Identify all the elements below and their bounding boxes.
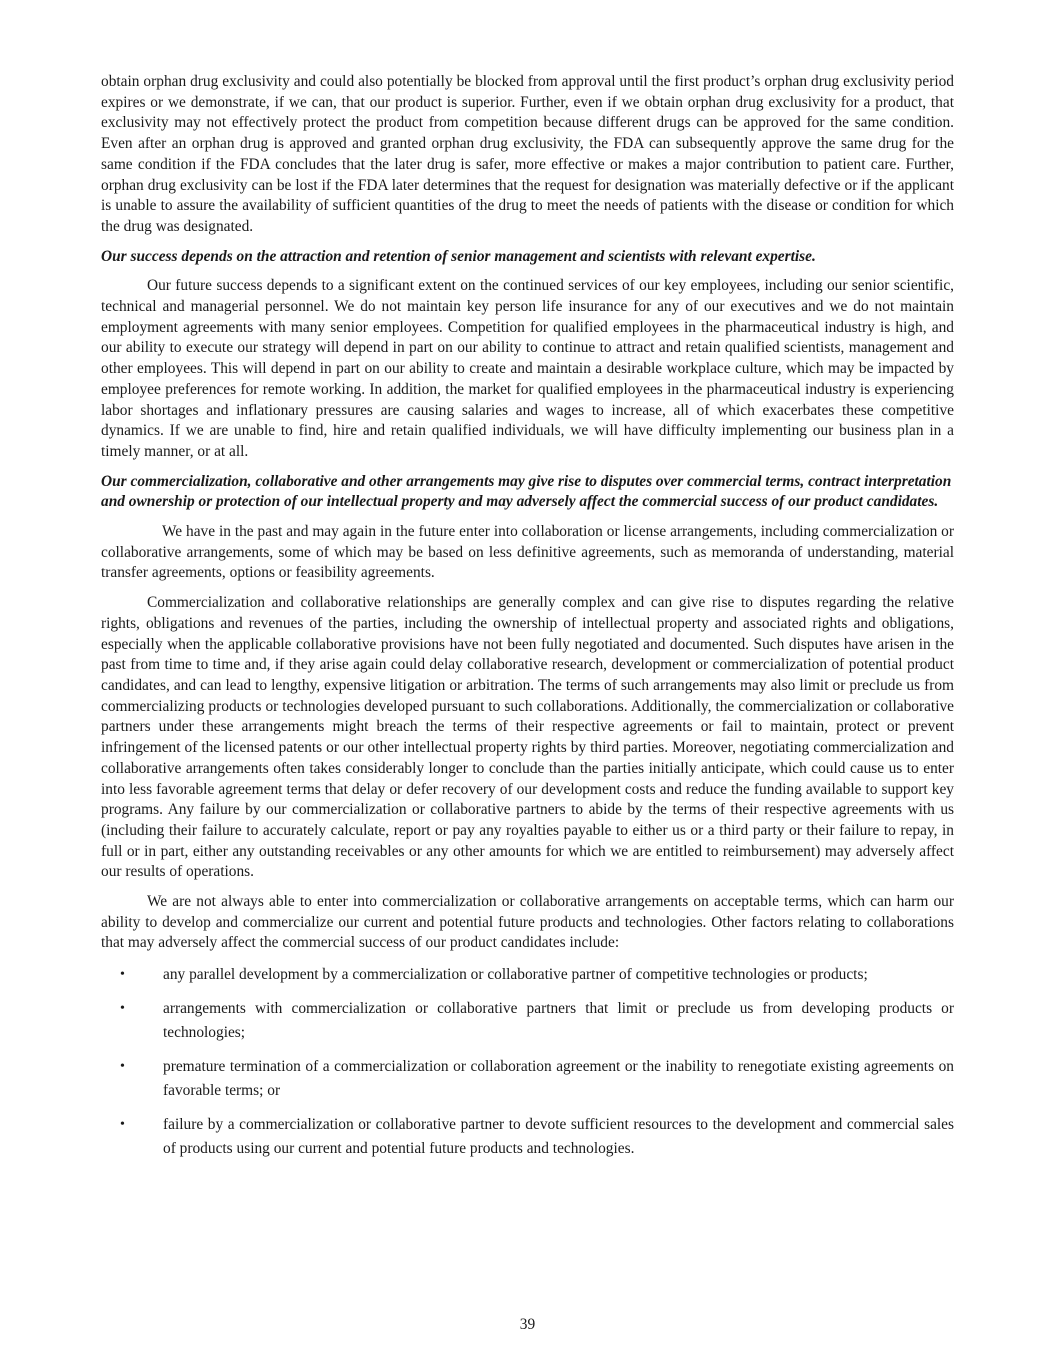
bullet-icon: •	[120, 1058, 125, 1074]
risk-factor-list	[101, 963, 954, 1162]
page-number: 39	[519, 1316, 536, 1333]
bullet-icon: •	[120, 967, 125, 983]
list-item-text: failure by a commercialization or collaborative partner to devote sufficient resources to the development and commercial sales of products using our current and potential future products and technologies.	[163, 1115, 954, 1158]
bullet-icon: •	[120, 1000, 125, 1016]
list-item-text: arrangements with commercialization or collaborative partners that limit or preclude us from developing products or technologies;	[163, 999, 954, 1042]
list-item	[101, 963, 954, 988]
heading-commercialization-disputes: Our commercialization, collaborative and other arrangements may give rise to disputes over commercial terms, contract interpretation and ownership or protection of our intellectual property and may adversely affect the commercial success of our product candidates.	[101, 472, 952, 511]
list-item-text: premature termination of a commercialization or collaboration agreement or the inability to renegotiate existing agreements on favorable terms; or	[163, 1057, 954, 1100]
paragraph-orphan-drug-continued: obtain orphan drug exclusivity and could also potentially be blocked from approval until the first product’s orphan drug exclusivity period expires or we demonstrate, if we can, that our product is superior. Further, even if we obtain orphan drug exclusivity for a product, that exclusivity may not effectively protect the product from competition because different drugs can be approved for the same condition. Even after an orphan drug is approved and granted orphan drug exclusivity, the FDA can subsequently approve the same drug for the same condition if the FDA concludes that the later drug is safer, more effective or makes a major contribution to patient care. Further, orphan drug exclusivity can be lost if the FDA later determines that the request for designation was materially defective or if the applicant is unable to assure the availability of sufficient quantities of the drug to meet the needs of patients with the disease or condition for which the drug was designated.	[101, 73, 954, 235]
document-body	[101, 72, 954, 1171]
list-item-text: any parallel development by a commercialization or collaborative partner of competitive technologies or products;	[163, 966, 868, 984]
list-item	[101, 1055, 954, 1104]
paragraph-key-employees: Our future success depends to a significant extent on the continued services of our key employees, including our senior scientific, technical and managerial personnel. We do not maintain key person life insurance for any of our executives and we do not maintain employment agreements with many senior employees. Competition for qualified employees in the pharmaceutical industry is high, and our ability to execute our strategy will depend in part on our ability to continue to attract and retain qualified scientists, management and other employees. This will depend in part on our ability to create and maintain a desirable workplace culture, which may be impacted by employee preferences for remote working. In addition, the market for qualified employees in the pharmaceutical industry is experiencing labor shortages and inflationary pressures are causing salaries and wages to increase, all of which exacerbates these competitive dynamics. If we are unable to find, hire and retain qualified individuals, we will have difficulty implementing our business plan in a timely manner, or at all.	[101, 277, 954, 460]
bullet-icon: •	[120, 1116, 125, 1132]
list-item	[101, 997, 954, 1046]
paragraph-collaboration-arrangements: We have in the past and may again in the future enter into collaboration or license arrangements, including commercialization or collaborative arrangements, some of which may be based on less definitive agreements, such as memoranda of understanding, material transfer agreements, options or feasibility agreements.	[101, 523, 954, 582]
list-item	[101, 1113, 954, 1162]
paragraph-collaboration-complexity: Commercialization and collaborative relationships are generally complex and can give rise to disputes regarding the relative rights, obligations and revenues of the parties, including the ownership of intellectual property and associated rights and obligations, especially when the applicable collaborative provisions have not been fully negotiated and documented. Such disputes have arisen in the past from time to time and, if they arise again could delay collaborative research, development or commercialization of potential product candidates, and can lead to lengthy, expensive litigation or arbitration. The terms of such arrangements may also limit or preclude us from commercializing products or technologies developed pursuant to such collaborations. Additionally, the commercialization or collaborative partners under these arrangements might breach the terms of their respective agreements or fail to maintain, protect or prevent infringement of the licensed patents or our other intellectual property rights by third parties. Moreover, negotiating commercialization and collaborative arrangements often takes considerably longer to conclude than the parties initially anticipate, which could cause us to enter into less favorable agreement terms that delay or defer recovery of our development costs and reduce the funding available to support key programs. Any failure by our commercialization or collaborative partners to abide by the terms of their respective agreements with us (including their failure to accurately calculate, report or pay any royalties payable to either us or a third party or their failure to repay, in full or in part, either any outstanding receivables or any other amounts for which we are entitled to reimbursement) may adversely affect our results of operations.	[101, 594, 954, 881]
paragraph-collaboration-factors: We are not always able to enter into commercialization or collaborative arrangements on acceptable terms, which can harm our ability to develop and commercialize our current and potential future products and technologies. Other factors relating to collaborations that may adversely affect the commercial success of our product candidates include:	[101, 893, 954, 952]
heading-senior-management: Our success depends on the attraction and retention of senior management and scientists with relevant expertise.	[101, 247, 816, 265]
